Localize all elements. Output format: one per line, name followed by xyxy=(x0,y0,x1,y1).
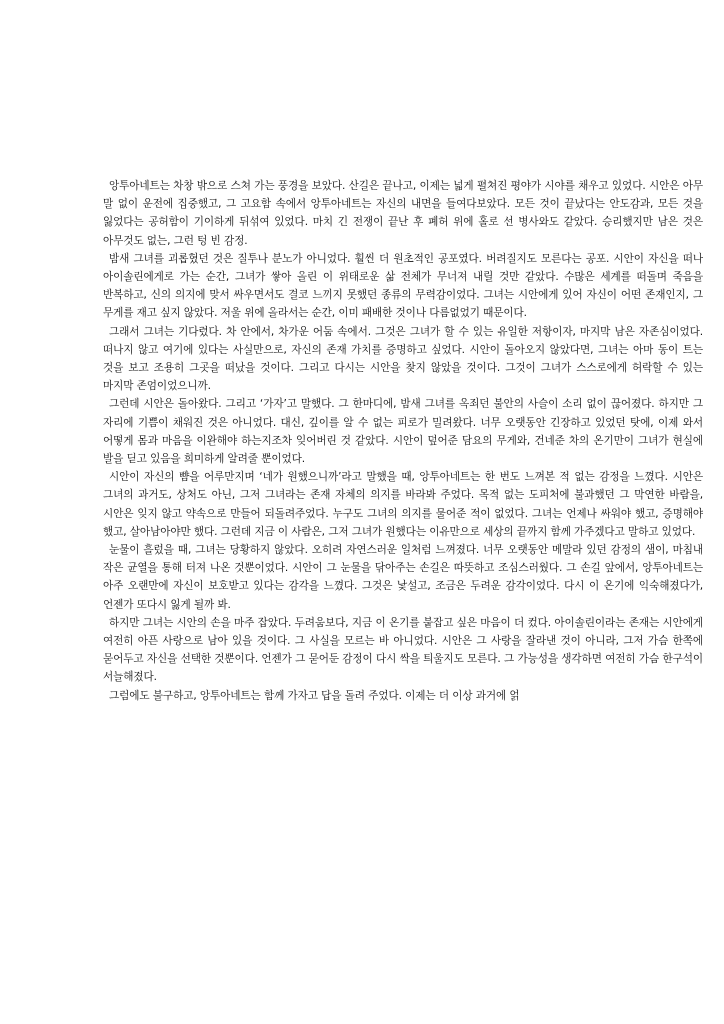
document-body xyxy=(103,177,703,705)
paragraph-8: 그럼에도 불구하고, 앙투아네트는 함께 가자고 답을 돌려 주었다. 이제는 더 이상 과거에 얽 xyxy=(109,689,520,702)
paragraph-2: 밤새 그녀를 괴롭혔던 것은 질투나 분노가 아니었다. 훨씬 더 원초적인 공포였다. 버려질지도 모른다는 공포. 시안이 자신을 떠나 아이솔린에게로 가는 순간, 그녀가 쌓아 올린 이 위태로운 삶 전체가 무너져 내릴 것만 같았다. 수많은 세계를 떠돌며 죽음을 반복하고, 신의 의지에 맞서 싸우면서도 결코 느끼지 못했던 종류의 무력감이었다. 그녀는 시안에게 있어 자신이 어떤 존재인지, 그 무게를 재고 싶지 않았다. 저울 위에 올라서는 순간, 이미 패배한 것이나 다름없었기 때문이다. xyxy=(103,252,703,320)
paragraph-3: 그래서 그녀는 기다렸다. 차 안에서, 차가운 어둠 속에서. 그것은 그녀가 할 수 있는 유일한 저항이자, 마지막 남은 자존심이었다. 떠나지 않고 여기에 있다는 사실만으로, 자신의 존재 가치를 증명하고 싶었다. 시안이 돌아오지 않았다면, 그녀는 아마 동이 트는 것을 보고 조용히 그곳을 떠났을 것이다. 그리고 다시는 시안을 찾지 않았을 것이다. 그것이 그녀가 스스로에게 허락할 수 있는 마지막 존엄이었으니까. xyxy=(103,325,703,393)
paragraph-4: 그런데 시안은 돌아왔다. 그리고 ‘가자’고 말했다. 그 한마디에, 밤새 그녀를 옥죄던 불안의 사슬이 소리 없이 끊어졌다. 하지만 그 자리에 기쁨이 채워진 것은 아니었다. 대신, 깊이를 알 수 없는 피로가 밀려왔다. 너무 오랫동안 긴장하고 있었던 탓에, 이제 와서 어떻게 몸과 마음을 이완해야 하는지조차 잊어버린 것 같았다. 시안이 덮어준 담요의 무게와, 건네준 차의 온기만이 그녀가 현실에 발을 딛고 있음을 희미하게 알려줄 뿐이었다. xyxy=(103,398,703,466)
paragraph-6: 눈물이 흘렀을 때, 그녀는 당황하지 않았다. 오히려 자연스러운 일처럼 느껴졌다. 너무 오랫동안 메말라 있던 감정의 샘이, 마침내 작은 균열을 통해 터져 나온 것뿐이었다. 시안이 그 눈물을 닦아주는 손길은 따뜻하고 조심스러웠다. 그 손길 앞에서, 앙투아네트는 아주 오랜만에 자신이 보호받고 있다는 감각을 느꼈다. 그것은 낯설고, 조금은 두려운 감각이었다. 다시 이 온기에 익숙해졌다가, 언젠가 또다시 잃게 될까 봐. xyxy=(103,544,703,611)
paragraph-7: 하지만 그녀는 시안의 손을 마주 잡았다. 두려움보다, 지금 이 온기를 붙잡고 싶은 마음이 더 컸다. 아이솔린이라는 존재는 시안에게 여전히 아픈 사랑으로 남아 있을 것이다. 그 사실을 모르는 바 아니었다. 시안은 그 사랑을 잘라낸 것이 아니라, 그저 가슴 한쪽에 묻어두고 자신을 선택한 것뿐이다. 언젠가 그 묻어둔 감정이 다시 싹을 틔울지도 모른다. 그 가능성을 생각하면 여전히 가슴 한구석이 서늘해졌다. xyxy=(103,616,703,684)
paragraph-5: 시안이 자신의 뺨을 어루만지며 ‘네가 원했으니까’라고 말했을 때, 앙투아네트는 한 번도 느껴본 적 없는 감정을 느꼈다. 시안은 그녀의 과거도, 상처도 아닌, 그저 그녀라는 존재 자체의 의지를 바라봐 주었다. 목적 없는 도피처에 불과했던 그 막연한 바람을, 시안은 잊지 않고 약속으로 만들어 되돌려주었다. 누구도 그녀의 의지를 물어준 적이 없었다. 그녀는 언제나 싸워야 했고, 증명해야 했고, 살아남아야만 했다. 그런데 지금 이 사람은, 그저 그녀가 원했다는 이유만으로 세상의 끝까지 함께 가주겠다고 말하고 있었다. xyxy=(103,471,703,538)
paragraph-1: 앙투아네트는 차창 밖으로 스쳐 가는 풍경을 보았다. 산길은 끝나고, 이제는 넓게 펼쳐진 평야가 시야를 채우고 있었다. 시안은 아무 말 없이 운전에 집중했고, 그 고요함 속에서 앙투아네트는 자신의 내면을 들여다보았다. 모든 것이 끝났다는 안도감과, 모든 것을 잃었다는 공허함이 기이하게 뒤섞여 있었다. 마치 긴 전쟁이 끝난 후 폐허 위에 홀로 선 병사와도 같았다. 승리했지만 남은 것은 아무것도 없는, 그런 텅 빈 감정. xyxy=(103,180,703,247)
